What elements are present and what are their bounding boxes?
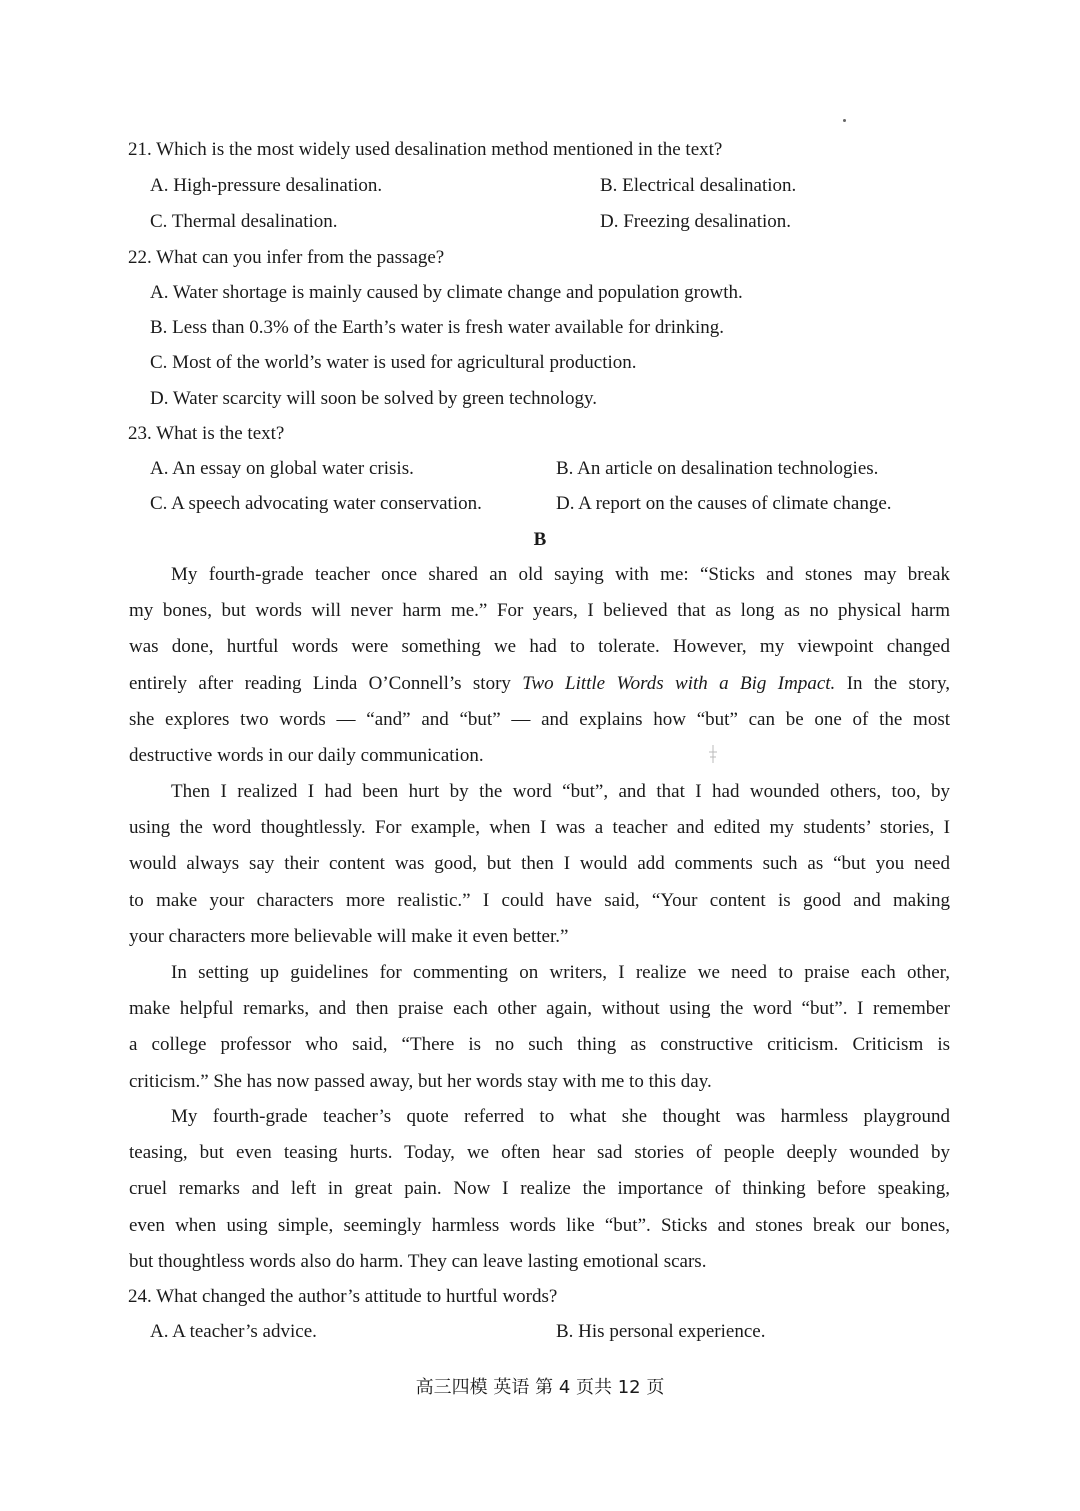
passage-line: teasing, but even teasing hurts. Today, we often hear sad stories of people deeply wounded by	[129, 1142, 950, 1164]
passage-paragraph-4	[129, 1099, 950, 1280]
passage-line: was done, hurtful words were something we had to tolerate. However, my viewpoint changed	[129, 636, 950, 658]
question-23-option-c: C. A speech advocating water conservation.	[150, 493, 482, 514]
passage-line: cruel remarks and left in great pain. Now I realize the importance of thinking before speaking,	[129, 1178, 950, 1200]
question-21-option-d: D. Freezing desalination.	[600, 211, 792, 232]
page-footer: 高三四模 英语 第 4 页共 12 页	[415, 1377, 665, 1398]
passage-line: In setting up guidelines for commenting on writers, I realize we need to praise each other,	[171, 962, 950, 983]
question-23-option-d: D. A report on the causes of climate change.	[556, 493, 892, 514]
question-23-stem: 23. What is the text?	[128, 423, 285, 444]
passage-line: destructive words in our daily communication.	[129, 744, 484, 766]
question-21-stem: 21. Which is the most widely used desalination method mentioned in the text?	[128, 139, 723, 160]
question-24-option-a: A. A teacher’s advice.	[150, 1321, 317, 1342]
passage-line: she explores two words — “and” and “but” — and explains how “but” can be one of the most	[129, 708, 950, 730]
passage-line: criticism.” She has now passed away, but her words stay with me to this day.	[129, 1070, 712, 1092]
question-22-stem: 22. What can you infer from the passage?	[128, 247, 445, 268]
passage-line-with-title: entirely after reading Linda O’Connell’s story Two Little Words with a Big Impact. In the story,	[129, 672, 951, 694]
passage-line: make helpful remarks, and then praise each other again, without using the word “but”. I remember	[129, 998, 950, 1020]
passage-line: to make your characters more realistic.” I could have said, “Your content is good and making	[129, 889, 950, 911]
passage-paragraph-3	[129, 955, 950, 1100]
question-21-option-b: B. Electrical desalination.	[600, 175, 797, 196]
question-24-stem: 24. What changed the author’s attitude to hurtful words?	[128, 1286, 558, 1307]
passage-line: even when using simple, seemingly harmless words like “but”. Sticks and stones break our bones,	[129, 1214, 950, 1236]
passage-line: My fourth-grade teacher’s quote referred to what she thought was harmless playground	[171, 1106, 950, 1127]
question-22-option-d: D. Water scarcity will soon be solved by green technology.	[150, 388, 597, 409]
question-21-option-c: C. Thermal desalination.	[150, 211, 338, 232]
story-title: Two Little Words with a Big Impact.	[522, 672, 836, 694]
passage-line: your characters more believable will make it even better.”	[129, 925, 569, 947]
passage-line: my bones, but words will never harm me.” For years, I believed that as long as no physical harm	[129, 600, 950, 622]
scan-dot	[843, 119, 846, 122]
passage-paragraph-2	[129, 774, 950, 955]
question-22-option-a: A. Water shortage is mainly caused by climate change and population growth.	[150, 282, 743, 303]
passage-paragraph-1	[129, 557, 950, 774]
passage-line: a college professor who said, “There is no such thing as constructive criticism. Criticism is	[129, 1034, 950, 1056]
passage-line: would always say their content was good, but then I would add comments such as “but you need	[129, 853, 950, 875]
question-23-option-a: A. An essay on global water crisis.	[150, 458, 414, 479]
passage-line: but thoughtless words also do harm. They can leave lasting emotional scars.	[129, 1250, 707, 1272]
question-23-option-b: B. An article on desalination technologies.	[556, 458, 879, 479]
passage-line: using the word thoughtlessly. For example, when I was a teacher and edited my students’ stories, I	[129, 817, 950, 839]
scan-mark	[707, 744, 719, 764]
passage-line: My fourth-grade teacher once shared an old saying with me: “Sticks and stones may break	[171, 564, 950, 585]
question-22-option-b: B. Less than 0.3% of the Earth’s water is fresh water available for drinking.	[150, 317, 725, 338]
section-heading: B	[533, 529, 547, 550]
question-22-option-c: C. Most of the world’s water is used for agricultural production.	[150, 352, 637, 373]
passage-line: Then I realized I had been hurt by the word “but”, and that I had wounded others, too, by	[171, 781, 950, 802]
question-24-option-b: B. His personal experience.	[556, 1321, 766, 1342]
question-21-option-a: A. High-pressure desalination.	[150, 175, 383, 196]
